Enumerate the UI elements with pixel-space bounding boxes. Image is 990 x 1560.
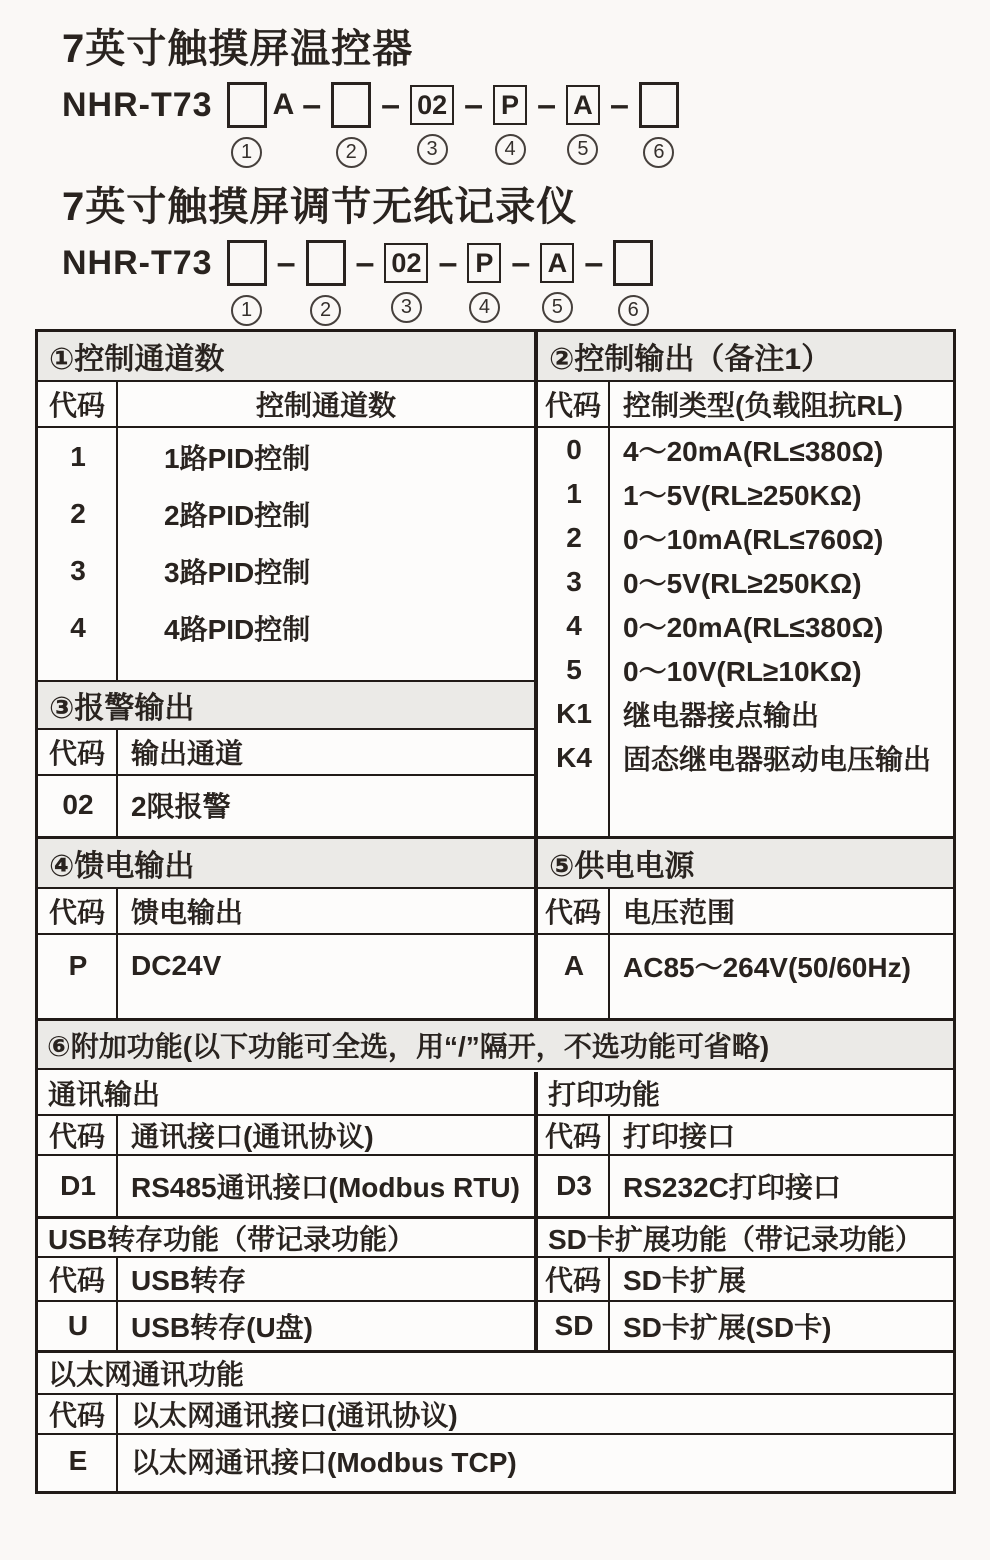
row-code: E	[68, 1445, 88, 1476]
model-prefix: NHR-T73	[62, 244, 213, 282]
dash-separator: –	[537, 85, 556, 124]
section-rows	[538, 935, 953, 1018]
column-header-code: 代码	[38, 1395, 118, 1433]
row-code: 3	[70, 554, 86, 586]
column-header-label: SD卡扩展	[623, 1265, 746, 1296]
model-code-box: 02	[410, 85, 454, 125]
position-marker: 2	[336, 137, 367, 168]
position-marker: 5	[567, 134, 598, 165]
row-code: 4	[566, 610, 582, 641]
column-header-code: 代码	[38, 1116, 118, 1154]
dash-separator: –	[381, 85, 401, 124]
column-header-row	[538, 1116, 953, 1156]
block1-left-column	[38, 332, 538, 836]
table-row	[538, 428, 953, 472]
model-slot	[613, 240, 653, 326]
table-row	[38, 485, 534, 542]
row-label: RS485通讯接口(Modbus RTU)	[131, 1172, 520, 1203]
model-slot	[566, 82, 600, 165]
row-code: 4	[70, 611, 86, 643]
row-label: 3路PID控制	[164, 556, 311, 588]
section-title: ②控制输出（备注1）	[538, 332, 953, 382]
row-code: 2	[70, 497, 86, 529]
row-code: K1	[556, 698, 592, 729]
column-header-row	[38, 382, 534, 428]
row-code: 2	[566, 522, 582, 553]
position-marker: 3	[417, 134, 448, 165]
row-label: AC85～264V(50/60Hz)	[623, 952, 911, 983]
column-header-row	[38, 1258, 534, 1302]
row-code: K4	[556, 742, 592, 773]
row-label: 0～10V(RL≥10KΩ)	[623, 656, 862, 687]
section-rows	[538, 428, 953, 836]
row-code: D3	[556, 1170, 592, 1201]
row-code: 3	[566, 566, 582, 597]
section-rows	[538, 1302, 953, 1350]
model-code-box: A	[566, 85, 600, 125]
column-header-row	[38, 889, 534, 935]
table-row	[538, 604, 953, 648]
model-empty-box	[227, 82, 267, 128]
table-block-5-ethernet	[38, 1350, 953, 1491]
column-header-label: USB转存	[131, 1265, 247, 1296]
position-marker: 6	[618, 295, 649, 326]
row-label: 4～20mA(RL≤380Ω)	[623, 436, 884, 467]
model-slot	[540, 240, 574, 323]
column-header-label: 控制通道数	[255, 390, 396, 421]
section-control-output	[538, 332, 953, 836]
model-code-line-2	[62, 240, 683, 326]
table-row	[538, 935, 953, 997]
row-label: 4路PID控制	[164, 613, 311, 645]
model-slot	[227, 240, 267, 326]
row-code: P	[68, 950, 88, 981]
model-empty-box	[613, 240, 653, 286]
block1-right-column	[538, 332, 953, 836]
dash-separator: –	[438, 243, 458, 282]
column-header-label: 馈电输出	[131, 897, 244, 928]
row-label: 1路PID控制	[164, 442, 311, 474]
table-row	[538, 560, 953, 604]
model-slot	[410, 82, 454, 165]
subsection-ethernet-title: 以太网通讯功能	[38, 1353, 953, 1395]
product-title-2: 7英寸触摸屏调节无纸记录仪	[62, 185, 578, 229]
model-empty-box	[306, 240, 346, 286]
dash-separator: –	[609, 85, 629, 124]
row-label: USB转存(U盘)	[131, 1312, 313, 1343]
position-marker: 1	[231, 137, 262, 168]
subsection-comm-output-title: 通讯输出	[38, 1072, 534, 1116]
model-code-box: P	[467, 243, 501, 283]
subsection-print-title: 打印功能	[538, 1072, 953, 1116]
row-label: DC24V	[131, 950, 222, 981]
table-row	[538, 692, 953, 736]
model-slot	[306, 240, 346, 326]
row-label: 0～20mA(RL≤380Ω)	[623, 612, 884, 643]
column-header-row	[538, 889, 953, 935]
model-slot	[384, 240, 428, 323]
row-code: A	[563, 950, 585, 981]
table-block-2	[38, 836, 953, 1018]
subsection-sd-title: SD卡扩展功能（带记录功能）	[538, 1216, 953, 1258]
model-empty-box	[639, 82, 679, 128]
model-slot	[227, 82, 267, 168]
table-row	[38, 428, 534, 485]
section-feed-output	[38, 839, 538, 1018]
product-title-1: 7英寸触摸屏温控器	[62, 27, 414, 71]
position-marker: 4	[495, 134, 526, 165]
section-rows	[38, 776, 534, 836]
row-code: 0	[566, 434, 582, 465]
table-block-1	[38, 332, 953, 836]
dash-separator: –	[464, 85, 484, 124]
row-label: 继电器接点输出	[623, 700, 820, 731]
model-slot	[493, 82, 527, 165]
row-code: 1	[70, 440, 86, 472]
column-header-label: 通讯接口(通讯协议)	[131, 1121, 374, 1152]
table-row	[38, 1156, 534, 1216]
column-header-row	[38, 1116, 534, 1156]
table-row	[38, 776, 534, 834]
section-control-channels	[38, 332, 534, 680]
dash-separator: –	[276, 243, 296, 282]
column-header-code: 代码	[538, 382, 610, 426]
dash-separator: –	[355, 243, 375, 282]
model-prefix: NHR-T73	[62, 86, 213, 124]
position-marker: 5	[542, 292, 573, 323]
table-row	[538, 736, 953, 780]
row-code: 1	[566, 478, 582, 509]
column-header-code: 代码	[38, 382, 118, 426]
column-header-code: 代码	[538, 1116, 610, 1154]
table-row	[538, 1302, 953, 1350]
model-code-box: A	[540, 243, 574, 283]
table-row	[538, 516, 953, 560]
model-empty-box	[331, 82, 371, 128]
model-slot	[467, 240, 501, 323]
position-marker: 2	[310, 295, 341, 326]
model-suffix-letter: A	[272, 88, 295, 121]
column-header-row	[538, 382, 953, 428]
table-row	[38, 542, 534, 599]
model-empty-box	[227, 240, 267, 286]
section-rows	[38, 1156, 534, 1216]
section-rows	[38, 1302, 534, 1350]
row-label: SD卡扩展(SD卡)	[623, 1312, 832, 1343]
model-code-line-1	[62, 82, 683, 168]
column-header-code: 代码	[38, 1258, 118, 1300]
section-title: ⑤供电电源	[538, 839, 953, 889]
table-block-3	[38, 1018, 953, 1072]
column-header-label: 控制类型(负载阻抗RL)	[623, 390, 903, 421]
row-label: 以太网通讯接口(Modbus TCP)	[131, 1447, 517, 1478]
column-header-code: 代码	[538, 1258, 610, 1300]
model-slot	[639, 82, 679, 168]
section-rows	[38, 428, 534, 680]
row-code: SD	[554, 1310, 594, 1341]
table-row	[538, 472, 953, 516]
row-code: 02	[62, 789, 94, 820]
row-code: U	[67, 1310, 89, 1341]
row-label: 1～5V(RL≥250KΩ)	[623, 480, 862, 511]
column-header-label: 打印接口	[623, 1121, 736, 1152]
position-marker: 1	[231, 295, 262, 326]
position-marker: 4	[469, 292, 500, 323]
table-row	[38, 1302, 534, 1350]
model-code-box: 02	[384, 243, 428, 283]
section-rows	[38, 1435, 953, 1491]
model-slot	[331, 82, 371, 168]
row-label: 固态继电器驱动电压输出	[623, 744, 932, 775]
column-header-code: 代码	[38, 889, 118, 933]
column-header-row	[38, 1395, 953, 1435]
table-block-4	[38, 1072, 953, 1350]
row-code: D1	[60, 1170, 96, 1201]
section-rows	[38, 935, 534, 1018]
table-row	[538, 648, 953, 692]
column-header-code: 代码	[38, 730, 118, 774]
column-header-code: 代码	[538, 889, 610, 933]
position-marker: 6	[643, 137, 674, 168]
row-label: RS232C打印接口	[623, 1172, 841, 1203]
subsection-usb-title: USB转存功能（带记录功能）	[38, 1216, 534, 1258]
column-header-label: 电压范围	[623, 897, 736, 928]
block4-right-column	[538, 1072, 953, 1350]
ordering-code-table	[35, 329, 956, 1494]
page-header	[62, 26, 683, 342]
column-header-row	[538, 1258, 953, 1302]
column-header-label: 以太网通讯接口(通讯协议)	[131, 1400, 458, 1431]
table-row	[38, 599, 534, 656]
column-header-row	[38, 730, 534, 776]
position-marker: 3	[391, 292, 422, 323]
row-label: 2限报警	[131, 791, 231, 822]
section-alarm-output	[38, 680, 534, 836]
row-label: 0～10mA(RL≤760Ω)	[623, 524, 884, 555]
table-row	[38, 935, 534, 997]
section-title: ①控制通道数	[38, 332, 534, 382]
section-title: ③报警输出	[38, 682, 534, 730]
section-rows	[538, 1156, 953, 1216]
section-title: ④馈电输出	[38, 839, 534, 889]
section-power-supply	[538, 839, 953, 1018]
table-row	[38, 1435, 953, 1487]
table-row	[538, 1156, 953, 1216]
column-header-label: 输出通道	[131, 738, 244, 769]
row-label: 2路PID控制	[164, 499, 311, 531]
section-additional-functions-title: ⑥附加功能(以下功能可全选，用“/”隔开，不选功能可省略)	[38, 1021, 953, 1070]
row-label: 0～5V(RL≥250KΩ)	[623, 568, 862, 599]
dash-separator: –	[511, 243, 531, 282]
dash-separator: –	[302, 85, 322, 124]
model-code-box: P	[493, 85, 527, 125]
block4-left-column	[38, 1072, 538, 1350]
row-code: 5	[566, 654, 582, 685]
dash-separator: –	[584, 243, 604, 282]
